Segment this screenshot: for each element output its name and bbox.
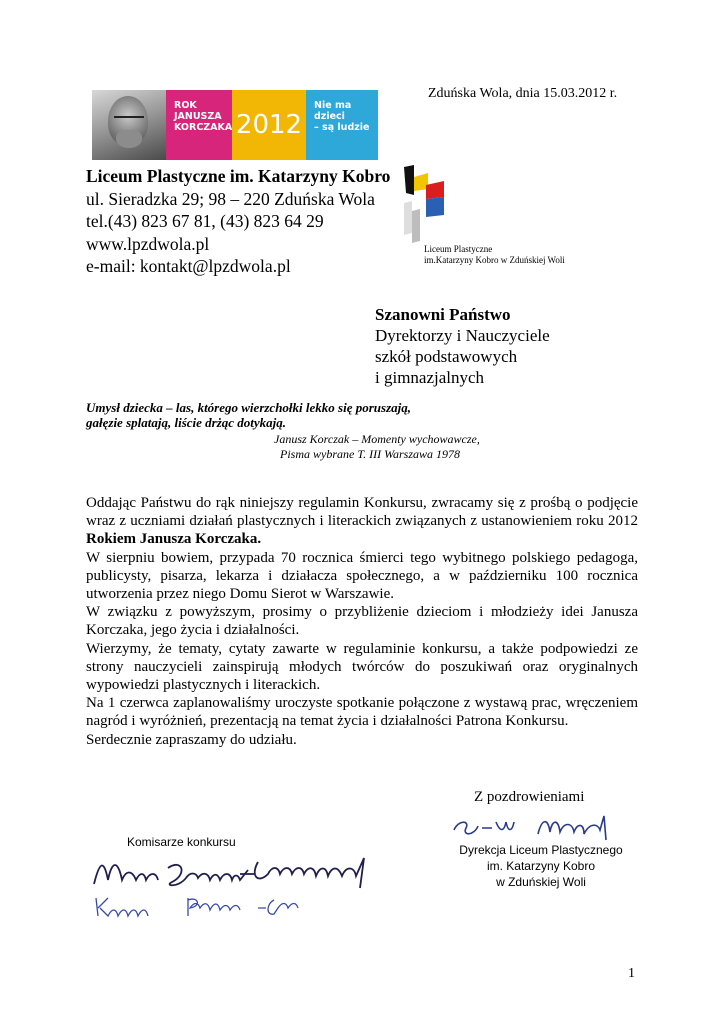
school-letterhead [86,165,390,278]
addressee-line-3: szkół podstawowych [375,347,518,366]
paragraph-4: Wierzymy, że tematy, cytaty zawarte w regulaminie konkursu, a także podpowiedzi ze strony nauczycieli zainspirują młodych twórców do poszukiwań oraz oryginalnych wypowiedzi plastycznych i literackich. [86,640,638,694]
school-email: e-mail: kontakt@lpzdwola.pl [86,256,291,276]
banner-title-block [166,90,232,160]
paragraph-1: Oddając Państwu do rąk niniejszy regulamin Konkursu, zwracamy się z prośbą o podjęcie wraz z uczniami działań plastycznych i literackich związanych z ustanowieniem roku 2012 Rokiem Janusza Korczaka. [86,495,638,548]
korczak-portrait-image [92,90,166,160]
banner-line-rok: ROK [174,100,197,111]
quote-line-2: gałęzie splatają, liście drżąc dotykają. [86,415,287,430]
addressee-line-4: i gimnazjalnych [375,368,485,387]
signature-katarzyna-podsadniak-golec [92,892,312,922]
logo-caption-line-2: im.Katarzyny Kobro w Zduńskiej Woli [424,255,565,265]
school-name: Liceum Plastyczne im. Katarzyny Kobro [86,166,391,186]
direction-line-1: Dyrekcja Liceum Plastycznego [459,843,623,857]
korczak-quote [86,400,411,430]
banner-motto-line-3: – są ludzie [314,122,370,133]
addressee-salutation: Szanowni Państwo [375,305,511,324]
banner-year: 2012 [232,90,306,160]
school-logo-caption [424,244,565,266]
direction-signature [448,808,628,844]
committee-label: Komisarze konkursu [127,835,236,849]
banner-motto-block [306,90,378,160]
banner-motto-line-2: dzieci [314,111,345,122]
highlight-korczak-year: Rokiem Janusza Korczaka. [86,531,262,548]
direction-line-2: im. Katarzyny Kobro [486,859,596,873]
korczak-year-banner [92,90,378,160]
quote-source-line-1: Janusz Korczak – Momenty wychowawcze, [274,432,480,446]
banner-line-janusza: JANUSZA [174,111,222,122]
quote-line-1: Umysł dziecka – las, którego wierzchołki lekko się poruszają, [86,400,411,415]
addressee-block [375,304,550,388]
paragraph-3: W związku z powyższym, prosimy o przybliżenie dzieciom i młodzieży idei Janusza Korczaka, jego życia i działalności. [86,604,638,639]
paragraph-5: Na 1 czerwca zaplanowaliśmy uroczyste spotkanie połączone z wystawą prac, wręczeniem nagród i wyróżnień, prezentacją na temat życia i działalności Patrona Konkursu. [86,695,638,730]
quote-source [274,432,480,462]
school-address: ul. Sieradzka 29; 98 – 220 Zduńska Wola [86,188,375,209]
addressee-line-2: Dyrektorzy i Nauczyciele [375,326,550,345]
banner-line-korczaka: KORCZAKA [174,122,233,133]
letter-date: Zduńska Wola, dnia 15.03.2012 r. [428,86,618,101]
school-website: www.lpzdwola.pl [86,233,210,254]
letter-body [86,494,638,749]
paragraph-6: Serdecznie zapraszamy do udziału. [86,731,297,748]
page-number: 1 [628,966,635,981]
paragraph-2: W sierpniu bowiem, przypada 70 rocznica śmierci tego wybitnego polskiego pedagoga, publicysty, pisarza, lekarza i działacza społecznego, a w październiku 100 rocznica utworzenia przez niego Domu Sierot w Warszawie. [86,549,638,603]
logo-caption-line-1: Liceum Plastyczne [424,244,493,254]
signature-marzena-sroczynska-gudajczyk [90,854,400,894]
direction-block [452,842,630,890]
banner-motto-line-1: Nie ma [314,100,352,111]
direction-line-3: w Zduńskiej Woli [496,875,586,889]
quote-source-line-2: Pisma wybrane T. III Warszawa 1978 [280,447,461,461]
closing-regards: Z pozdrowieniami [474,789,585,805]
school-phone: tel.(43) 823 67 81, (43) 823 64 29 [86,211,324,231]
